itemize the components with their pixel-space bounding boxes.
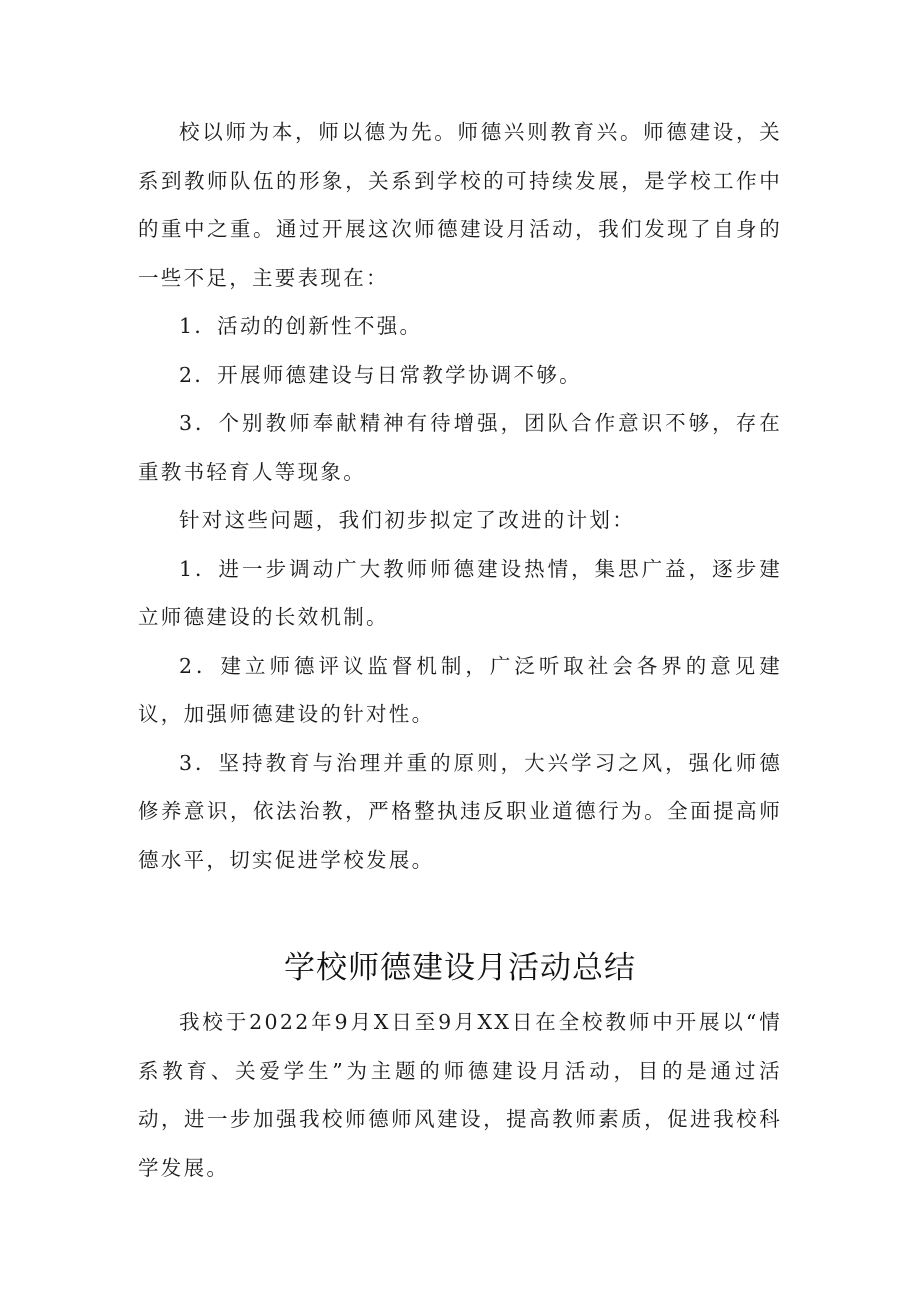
section-title: 学校师德建设月活动总结 xyxy=(284,950,636,986)
section-spacer xyxy=(138,884,782,938)
paragraph-summary: 我校于2022年9月X日至9月XX日在全校教师中开展以“情系教育、关爱学生”为主题的师德建设月活动，目的是通过活动，进一步加强我校师德师风建设，提高教师素质，促进我校科学发展。 xyxy=(138,1010,782,1180)
paragraph-problem-3: 3．个别教师奉献精神有待增强，团队合作意识不够，存在重教书轻育人等现象。 xyxy=(138,411,782,484)
paragraph-plan-1: 1．进一步调动广大教师师德建设热情，集思广益，逐步建立师德建设的长效机制。 xyxy=(138,556,782,629)
paragraph-problem-2: 2．开展师德建设与日常教学协调不够。 xyxy=(179,362,582,387)
paragraph-problem-1: 1．活动的创新性不强。 xyxy=(179,314,423,338)
paragraph-plan-2: 2．建立师德评议监督机制，广泛听取社会各界的意见建议，加强师德建设的针对性。 xyxy=(138,653,782,726)
paragraph-intro: 校以师为本，师以德为先。师德兴则教育兴。师德建设，关系到教师队伍的形象，关系到学校的可持续发展，是学校工作中的重中之重。通过开展这次师德建设月活动，我们发现了自身的一些不足，主要表现在： xyxy=(138,120,782,290)
paragraph-plan-3: 3．坚持教育与治理并重的原则，大兴学习之风，强化师德修养意识，依法治教，严格整执违反职业道德行为。全面提高师德水平，切实促进学校发展。 xyxy=(138,750,782,872)
paragraph-plan-intro: 针对这些问题，我们初步拟定了改进的计划： xyxy=(179,508,635,532)
